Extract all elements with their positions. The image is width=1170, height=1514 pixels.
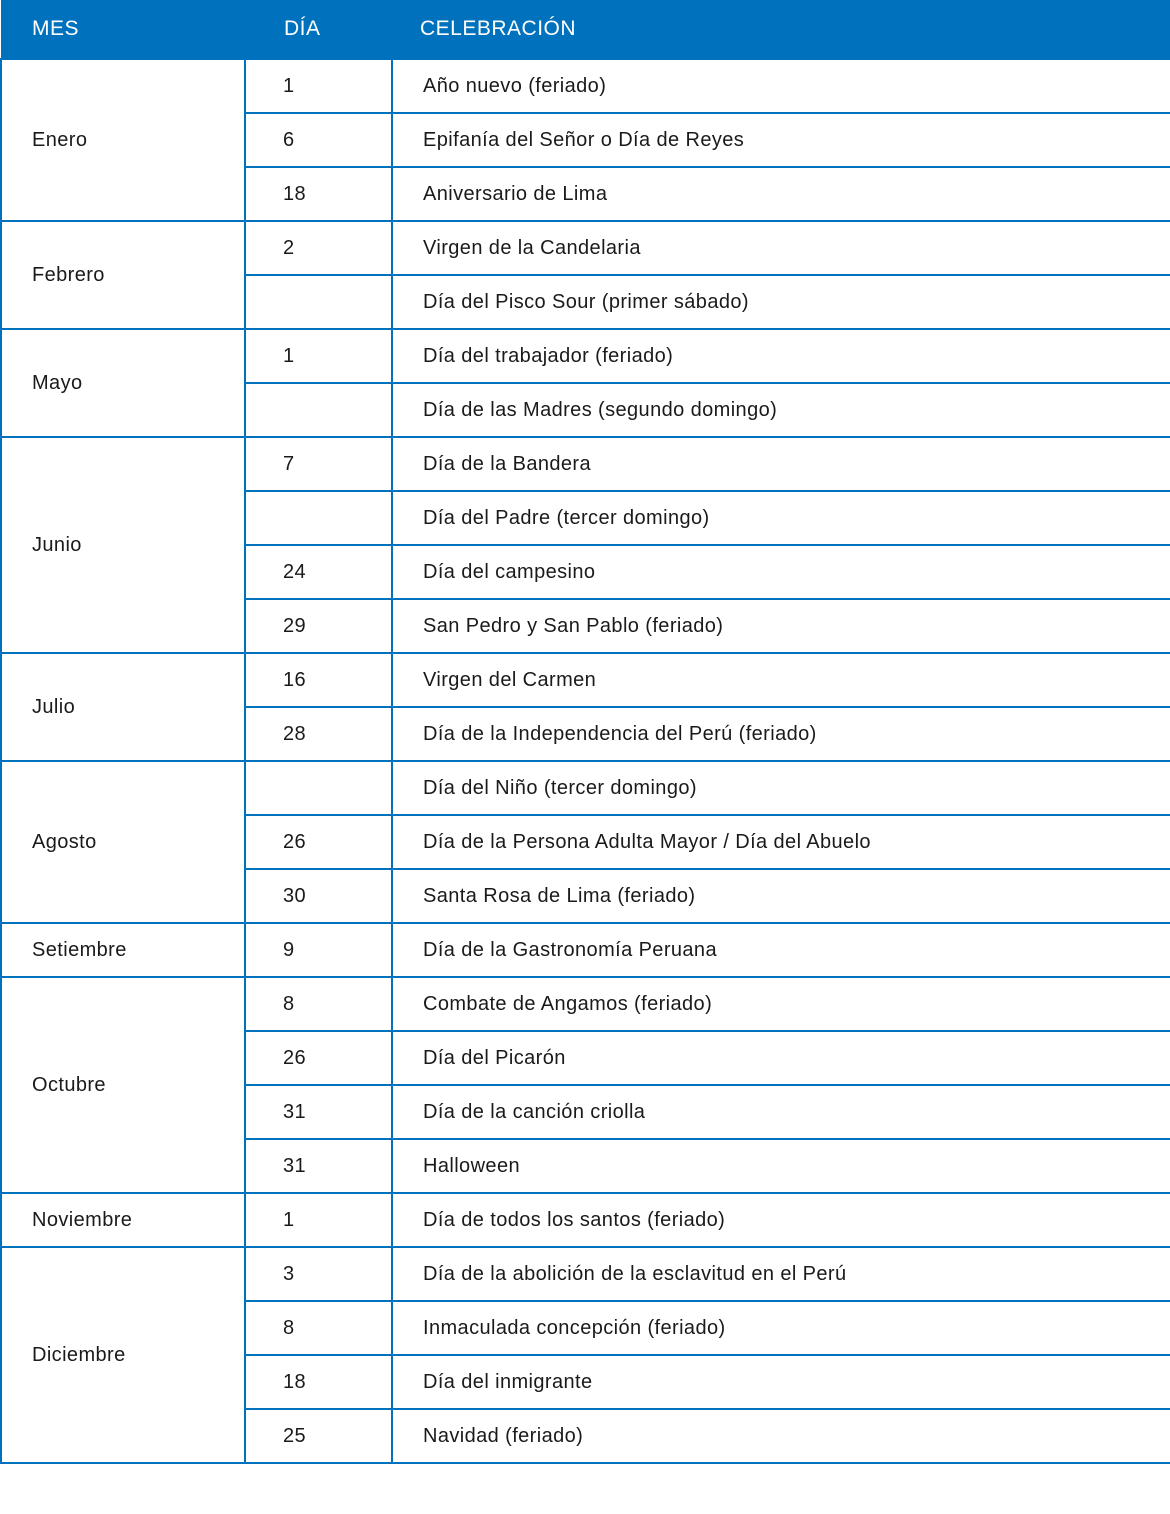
celebration-cell: Día de las Madres (segundo domingo)	[392, 383, 1170, 437]
day-cell	[245, 491, 392, 545]
table-row	[1, 1247, 1170, 1301]
day-cell: 24	[245, 545, 392, 599]
day-cell: 9	[245, 923, 392, 977]
header-row	[1, 0, 1170, 59]
month-cell: Diciembre	[1, 1247, 245, 1463]
celebration-cell: Día del campesino	[392, 545, 1170, 599]
celebration-cell: Día de la canción criolla	[392, 1085, 1170, 1139]
day-cell: 18	[245, 1355, 392, 1409]
celebration-cell: Día del Pisco Sour (primer sábado)	[392, 275, 1170, 329]
celebration-cell: Día de la Bandera	[392, 437, 1170, 491]
celebration-cell: Inmaculada concepción (feriado)	[392, 1301, 1170, 1355]
header-celebracion: CELEBRACIÓN	[392, 0, 1170, 59]
month-cell: Junio	[1, 437, 245, 653]
celebration-cell: Día de todos los santos (feriado)	[392, 1193, 1170, 1247]
month-cell: Julio	[1, 653, 245, 761]
day-cell: 8	[245, 1301, 392, 1355]
day-cell: 30	[245, 869, 392, 923]
day-cell: 3	[245, 1247, 392, 1301]
month-cell: Enero	[1, 59, 245, 221]
table-row	[1, 1193, 1170, 1247]
day-cell: 7	[245, 437, 392, 491]
header-dia: DÍA	[245, 0, 392, 59]
celebration-cell: Aniversario de Lima	[392, 167, 1170, 221]
celebration-cell: Día del Picarón	[392, 1031, 1170, 1085]
celebration-cell: Virgen del Carmen	[392, 653, 1170, 707]
celebration-cell: Halloween	[392, 1139, 1170, 1193]
day-cell: 25	[245, 1409, 392, 1463]
day-cell: 16	[245, 653, 392, 707]
day-cell	[245, 275, 392, 329]
day-cell: 28	[245, 707, 392, 761]
celebration-cell: Navidad (feriado)	[392, 1409, 1170, 1463]
day-cell: 6	[245, 113, 392, 167]
table-row	[1, 59, 1170, 113]
celebration-cell: San Pedro y San Pablo (feriado)	[392, 599, 1170, 653]
day-cell: 26	[245, 815, 392, 869]
day-cell: 18	[245, 167, 392, 221]
day-cell	[245, 383, 392, 437]
month-cell: Setiembre	[1, 923, 245, 977]
celebration-cell: Día de la Gastronomía Peruana	[392, 923, 1170, 977]
month-cell: Agosto	[1, 761, 245, 923]
table-row	[1, 329, 1170, 383]
celebration-cell: Virgen de la Candelaria	[392, 221, 1170, 275]
table-row	[1, 437, 1170, 491]
celebration-cell: Día de la Independencia del Perú (feriado)	[392, 707, 1170, 761]
day-cell: 1	[245, 59, 392, 113]
month-cell: Febrero	[1, 221, 245, 329]
table-header	[1, 0, 1170, 59]
day-cell: 1	[245, 329, 392, 383]
table-body	[1, 59, 1170, 1463]
table-row	[1, 761, 1170, 815]
day-cell: 26	[245, 1031, 392, 1085]
month-cell: Mayo	[1, 329, 245, 437]
day-cell: 8	[245, 977, 392, 1031]
celebration-cell: Día del trabajador (feriado)	[392, 329, 1170, 383]
month-cell: Octubre	[1, 977, 245, 1193]
day-cell: 29	[245, 599, 392, 653]
day-cell: 2	[245, 221, 392, 275]
day-cell: 31	[245, 1139, 392, 1193]
table-row	[1, 653, 1170, 707]
celebration-cell: Día de la Persona Adulta Mayor / Día del Abuelo	[392, 815, 1170, 869]
day-cell	[245, 761, 392, 815]
day-cell: 1	[245, 1193, 392, 1247]
celebration-cell: Día de la abolición de la esclavitud en el Perú	[392, 1247, 1170, 1301]
celebration-cell: Año nuevo (feriado)	[392, 59, 1170, 113]
celebration-cell: Día del Niño (tercer domingo)	[392, 761, 1170, 815]
month-cell: Noviembre	[1, 1193, 245, 1247]
table-row	[1, 923, 1170, 977]
day-cell: 31	[245, 1085, 392, 1139]
celebration-cell: Santa Rosa de Lima (feriado)	[392, 869, 1170, 923]
table-row	[1, 977, 1170, 1031]
celebration-cell: Combate de Angamos (feriado)	[392, 977, 1170, 1031]
celebration-cell: Día del inmigrante	[392, 1355, 1170, 1409]
celebration-cell: Día del Padre (tercer domingo)	[392, 491, 1170, 545]
header-mes: MES	[1, 0, 245, 59]
celebration-cell: Epifanía del Señor o Día de Reyes	[392, 113, 1170, 167]
table-row	[1, 221, 1170, 275]
